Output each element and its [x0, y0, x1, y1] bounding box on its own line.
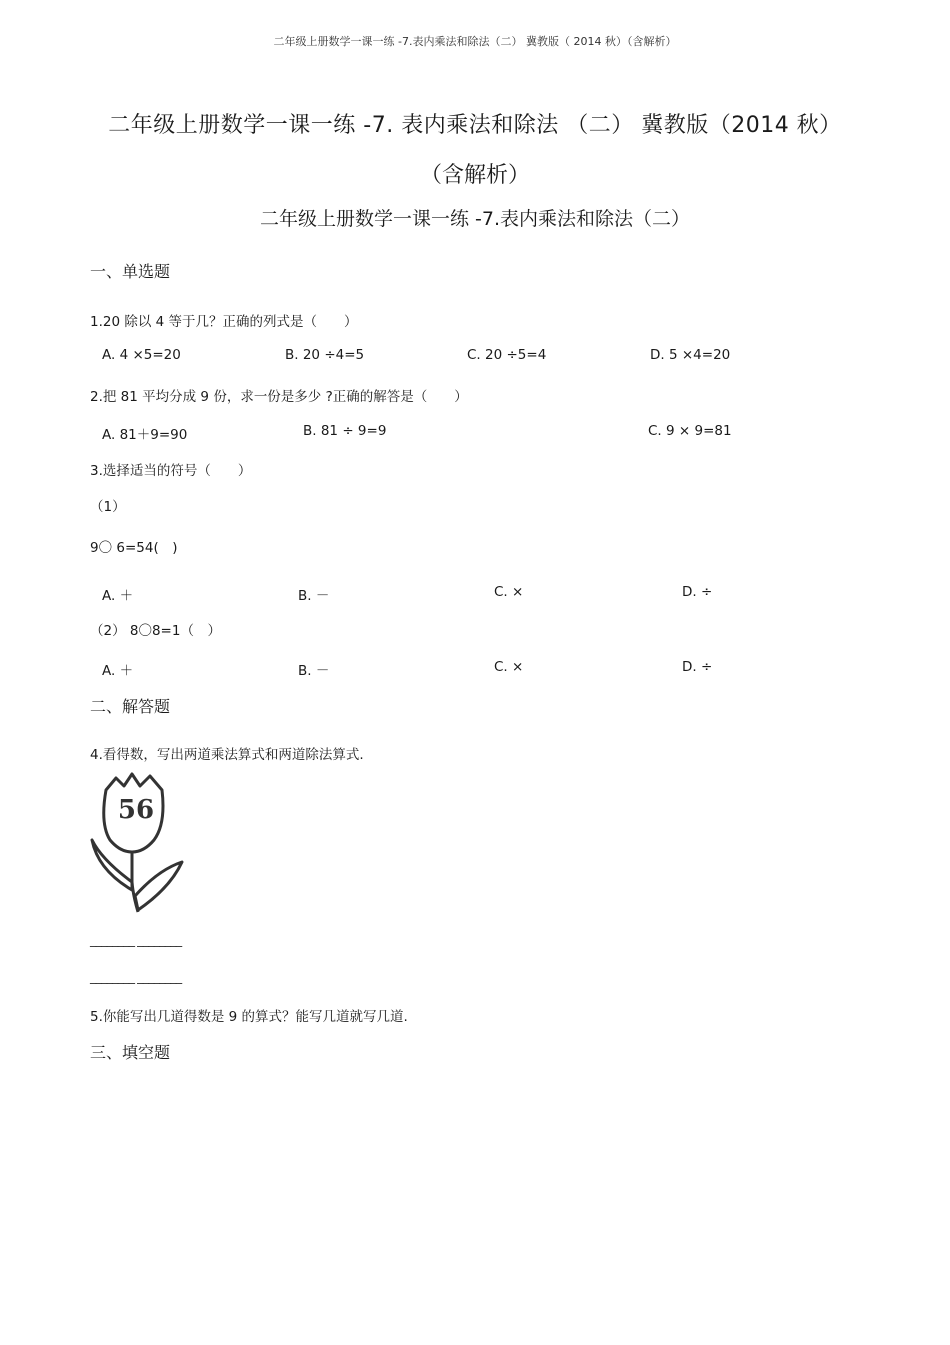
q3-part2-option-b: B. － [298, 663, 330, 679]
document-subtitle: 二年级上册数学一课一练 -7.表内乘法和除法（二） [259, 208, 691, 230]
tulip-icon [88, 770, 186, 918]
q2-option-c: C. 9 × 9=81 [648, 423, 732, 439]
question-1: 1.20 除以 4 等于几？正确的列式是（ ） [90, 314, 358, 330]
q3-part1-option-d: D. ÷ [682, 584, 713, 600]
q3-part2-option-d: D. ÷ [682, 659, 713, 675]
answer-blank-row-2[interactable]: ________ ________ [90, 970, 182, 985]
flower-number: 56 [117, 795, 155, 825]
answer-blank-row-1[interactable]: ________ ________ [90, 933, 182, 948]
document-title-suffix: （含解析） [419, 163, 530, 188]
q3-part2-option-a: A. ＋ [102, 663, 134, 679]
question-2: 2.把 81 平均分成 9 份，求一份是多少 ?正确的解答是（ ） [90, 389, 468, 405]
section-heading-fill-blank: 三、填空题 [90, 1043, 171, 1062]
q3-part1-option-a: A. ＋ [102, 588, 134, 604]
question-5: 5.你能写出几道得数是 9 的算式？能写几道就写几道. [90, 1009, 408, 1025]
q3-part1-expression: 9〇 6=54( ) [90, 540, 178, 556]
question-4: 4.看得数，写出两道乘法算式和两道除法算式. [90, 747, 364, 763]
q1-option-d: D. 5 ×4=20 [650, 347, 731, 363]
q3-part1-option-c: C. × [494, 584, 524, 600]
q3-part2-option-c: C. × [494, 659, 524, 675]
q3-part1-label: （1） [90, 499, 126, 515]
q2-option-a: A. 81＋9=90 [102, 427, 188, 443]
question-3: 3.选择适当的符号（ ） [90, 463, 252, 479]
document-title: 二年级上册数学一课一练 -7. 表内乘法和除法 （二） 冀教版（2014 秋） [108, 113, 842, 138]
q1-option-b: B. 20 ÷4=5 [285, 347, 365, 363]
tulip-illustration [88, 770, 186, 918]
page-header: 二年级上册数学一课一练 -7.表内乘法和除法（二） 冀教版（ 2014 秋）（含解析） [273, 35, 677, 48]
q2-option-b: B. 81 ÷ 9=9 [303, 423, 387, 439]
section-heading-answer: 二、解答题 [90, 697, 171, 716]
q1-option-a: A. 4 ×5=20 [102, 347, 181, 363]
q3-part1-option-b: B. － [298, 588, 330, 604]
q1-option-c: C. 20 ÷5=4 [467, 347, 547, 363]
q3-part2-expression: （2） 8〇8=1（ ） [90, 623, 221, 639]
section-heading-single-choice: 一、单选题 [90, 262, 171, 281]
